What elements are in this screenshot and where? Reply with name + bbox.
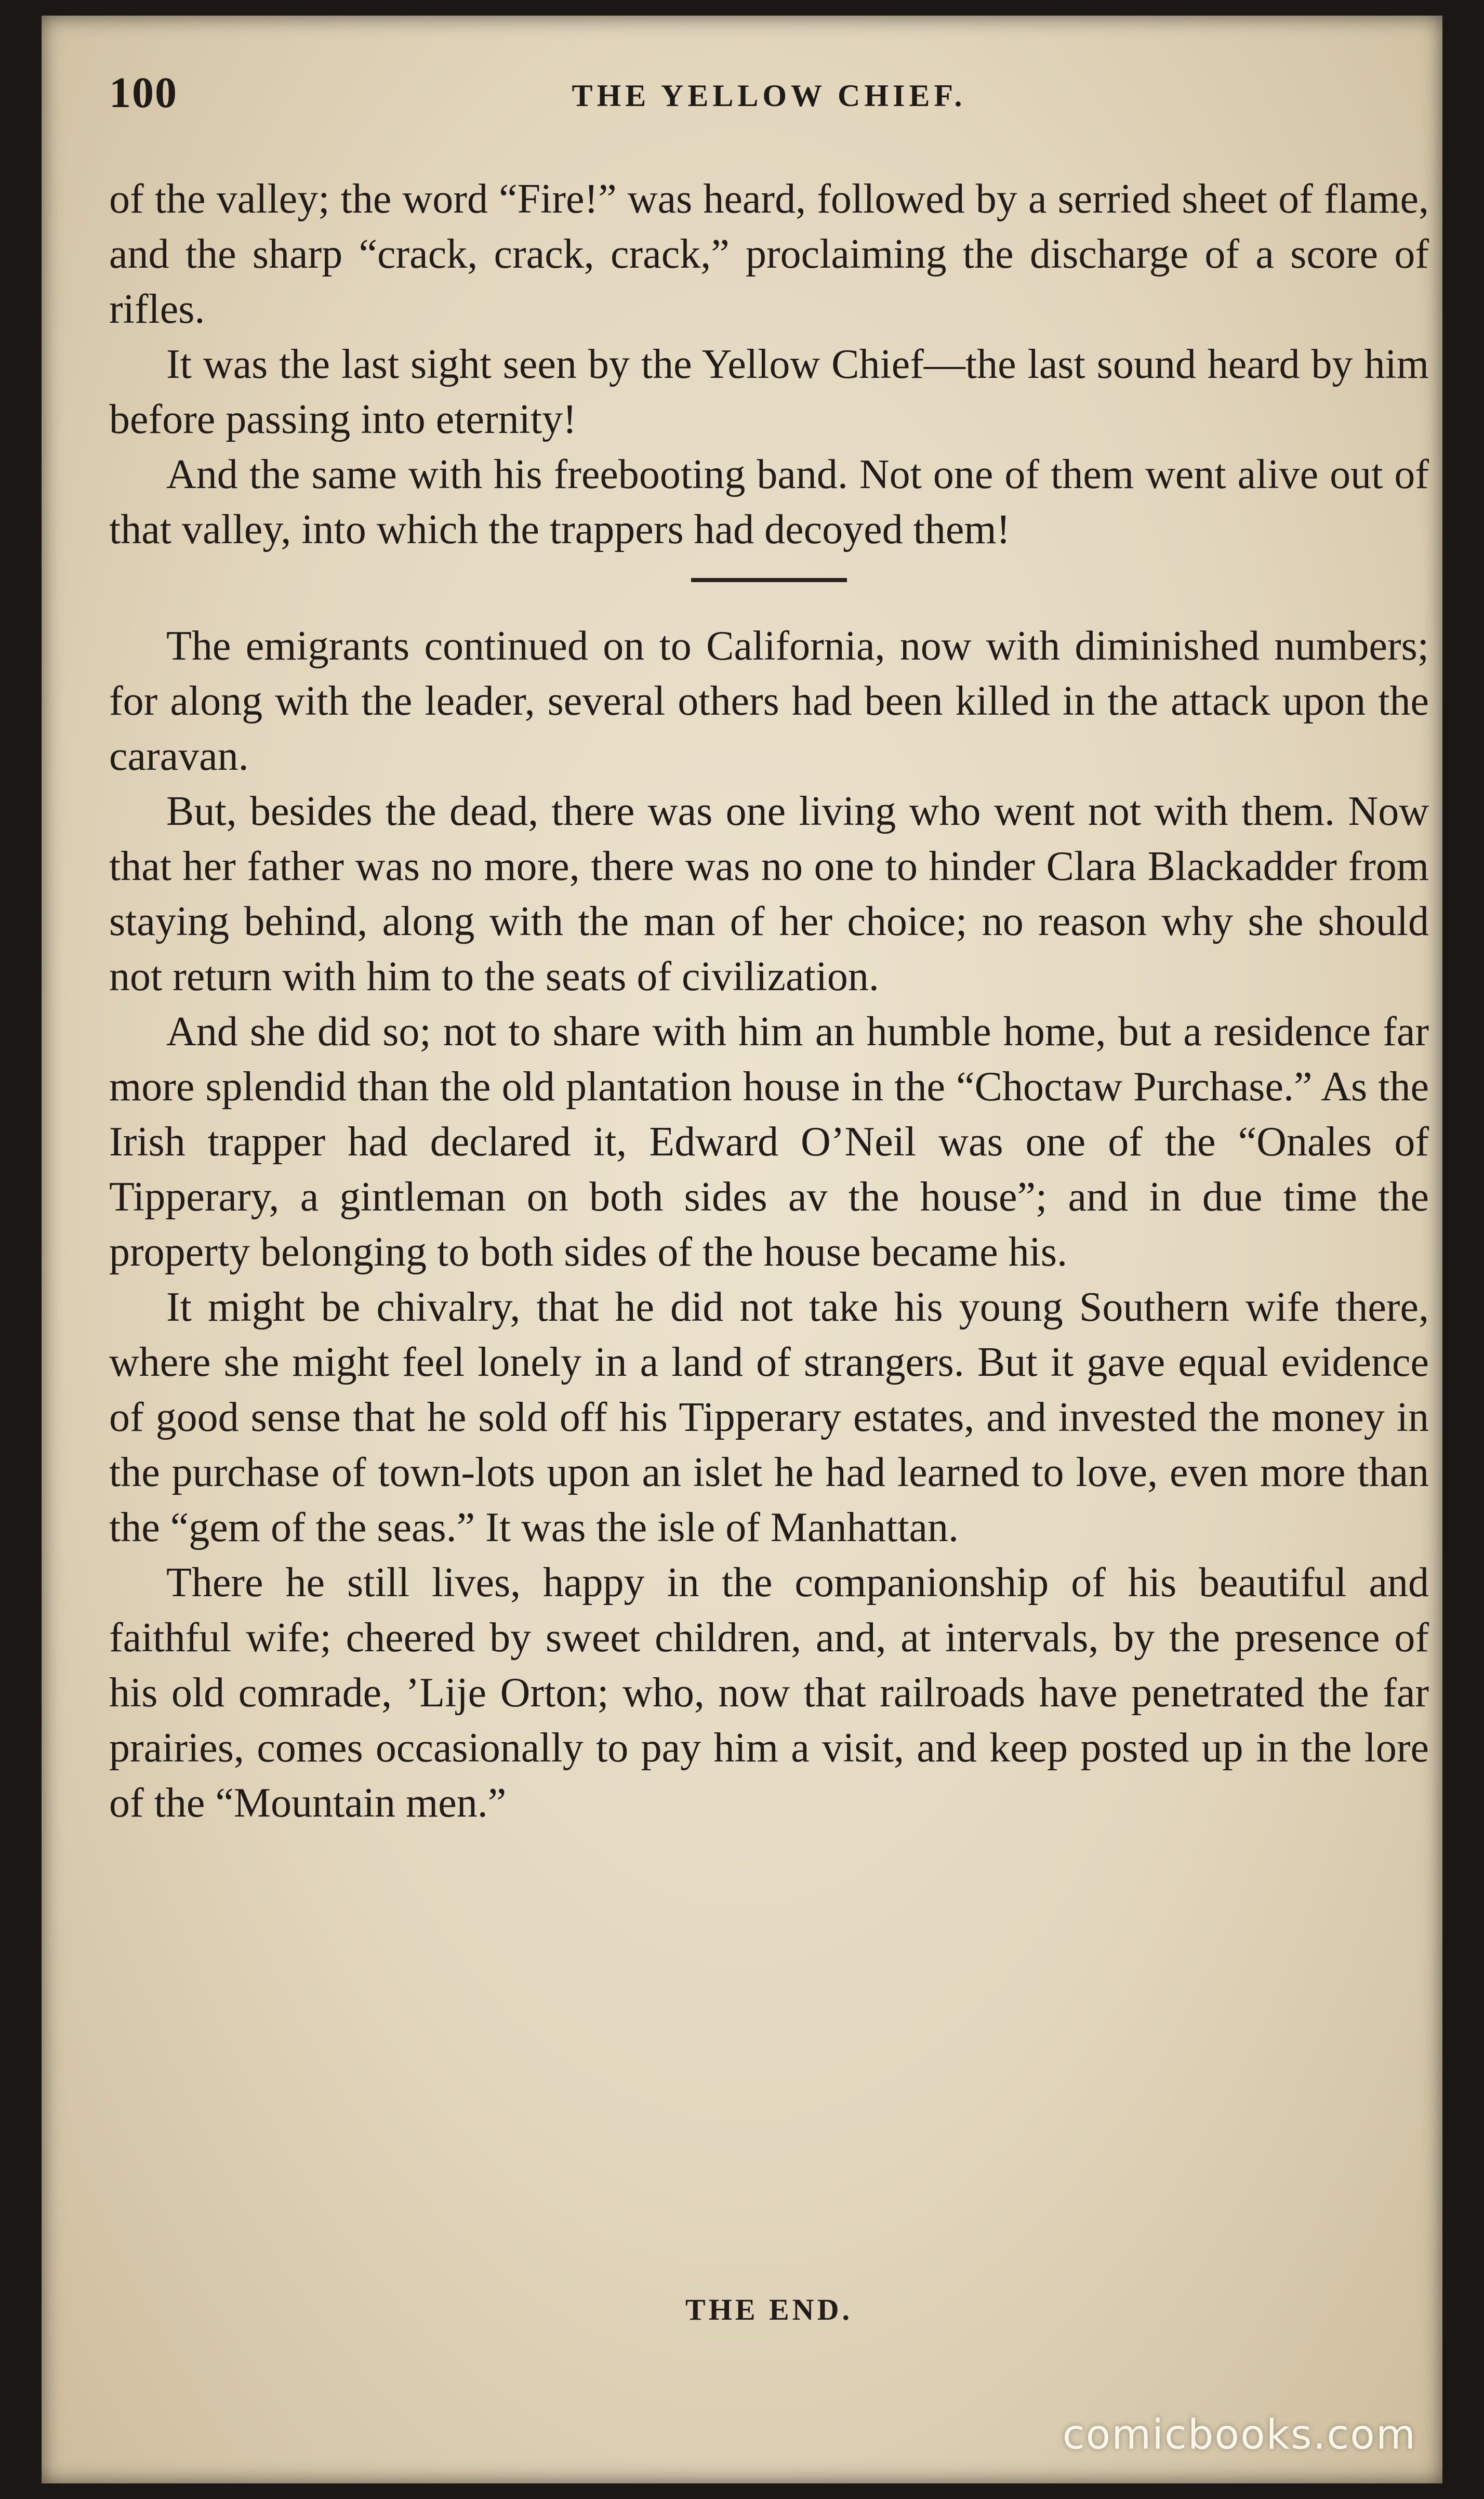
page-header bbox=[109, 62, 1429, 140]
body-text bbox=[109, 172, 1429, 1831]
watermark: comicbooks.com bbox=[1062, 2412, 1416, 2458]
page-number: 100 bbox=[109, 69, 178, 117]
end-mark: THE END. bbox=[685, 2293, 853, 2326]
paragraph: The emigrants continued on to California, now with diminished numbers; for along with the leader, several others had been killed in the attack upon the caravan. bbox=[109, 623, 1429, 779]
paragraph: It was the last sight seen by the Yellow Chief—the last sound heard by him before passing into eternity! bbox=[109, 341, 1429, 442]
running-title: THE YELLOW CHIEF. bbox=[572, 78, 966, 113]
paragraph: There he still lives, happy in the companionship of his beautiful and faithful wife; cheered by sweet children, and, at intervals, by the presence of his old comrade, ’Lije Orton; who, now that railroads have penetrated the far prairies, comes occasionally to pay him a visit, and keep posted up in the lore of the “Mountain men.” bbox=[109, 1560, 1429, 1826]
book-page bbox=[42, 16, 1442, 2483]
paragraph: And the same with his freebooting band. Not one of them went alive out of that valley, into which the trappers had decoyed them! bbox=[109, 452, 1429, 553]
paragraph: And she did so; not to share with him an humble home, but a residence far more splendid than the old plantation house in the “Choctaw Purchase.” As the Irish trapper had declared it, Edward O’Neil was one of the “Onales of Tipperary, a gintleman on both sides av the house”; and in due time the property belonging to both sides of the house became his. bbox=[109, 1009, 1429, 1275]
paragraph: It might be chivalry, that he did not take his young Southern wife there, where she might feel lonely in a land of strangers. But it gave equal evidence of good sense that he sold off his Tipperary estates, and invested the money in the purchase of town-lots upon an islet he had learned to love, even more than the “gem of the seas.” It was the isle of Manhattan. bbox=[109, 1284, 1429, 1550]
paragraph: But, besides the dead, there was one living who went not with them. Now that her father was no more, there was no one to hinder Clara Blackadder from staying behind, along with the man of her choice; no reason why she should not return with him to the seats of civilization. bbox=[109, 788, 1429, 999]
paragraph: of the valley; the word “Fire!” was heard, followed by a serried sheet of flame, and the sharp “crack, crack, crack,” proclaiming the discharge of a score of rifles. bbox=[109, 176, 1429, 332]
section-divider bbox=[691, 578, 847, 582]
